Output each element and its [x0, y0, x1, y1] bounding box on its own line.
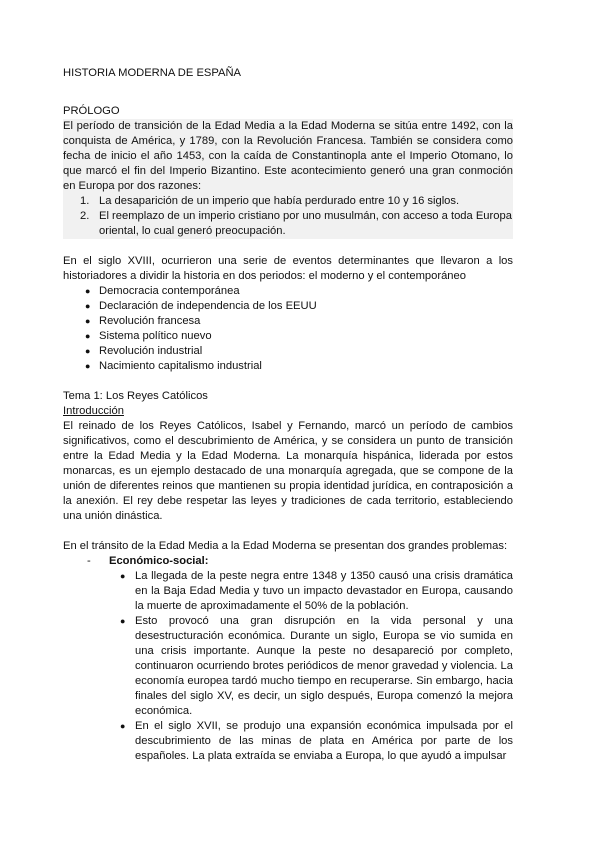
- list-item: [63, 194, 513, 209]
- list-item-text: El reemplazo de un imperio cristiano por uno musulmán, con acceso a toda Europa oriental, lo cual generó preocupación.: [99, 210, 512, 237]
- reasons-list: [63, 194, 513, 239]
- prologue-heading: PRÓLOGO: [63, 105, 120, 117]
- list-number: 1.: [80, 195, 90, 207]
- list-item: ● En el siglo XVII, se produjo una expansión económica impulsada por el descubrimiento de las minas de plata en América por parte de los españoles. La plata extraída se enviaba a Europa, lo que ayudó a impulsar: [120, 720, 513, 762]
- list-item: ● Sistema político nuevo: [85, 330, 212, 342]
- transition-paragraph: En el tránsito de la Edad Media a la Edad Moderna se presentan dos grandes problemas:: [63, 540, 508, 552]
- bullet-icon: ●: [120, 571, 126, 581]
- tema1-subheading: Introducción: [63, 405, 124, 417]
- prologue-highlighted-block: [63, 119, 513, 239]
- list-item: ● Declaración de independencia de los EEUU: [85, 300, 317, 312]
- prologue-intro-paragraph: El período de transición de la Edad Media a la Edad Moderna se sitúa entre 1492, con la conquista de América, y 1789, con la Revolución Francesa. También se considera como fecha de inicio el año 1453, con la caída de Constantinopla ante el Imperio Otomano, lo que marcó el fin del Imperio Bizantino. Este acontecimiento generó una gran conmoción en Europa por dos razones:: [63, 120, 513, 192]
- bullet-icon: ●: [85, 331, 91, 341]
- bullet-icon: ●: [120, 721, 126, 731]
- problem-label: Económico-social:: [109, 555, 209, 567]
- list-item: ● Esto provocó una gran disrupción en la vida personal y una desestructuración económica. Durante un siglo, Europa se vio sumida en una crisis importante. Aunque la peste no desapareció por completo, continuaron ocurriendo brotes periódicos de menor gravedad y violencia. La economía europea tardó mucho tiempo en recuperarse. Sin embargo, hacia finales del siglo XV, es decir, un siglo después, Europa comenzó la mejora económica.: [120, 615, 513, 717]
- prologue-paragraph-2: En el siglo XVIII, ocurrieron una serie de eventos determinantes que llevaron a los historiadores a dividir la historia en dos periodos: el moderno y el contemporáneo: [63, 255, 513, 282]
- problem-points-list: [63, 569, 513, 764]
- tema1-title: Tema 1: Los Reyes Católicos: [63, 390, 208, 402]
- document-title: HISTORIA MODERNA DE ESPAÑA: [63, 67, 242, 79]
- bullet-icon: ●: [85, 286, 91, 296]
- list-item: ● Nacimiento capitalismo industrial: [85, 360, 262, 372]
- problem-item: [63, 554, 513, 569]
- list-item-text: La desaparición de un imperio que había perdurado entre 10 y 16 siglos.: [99, 195, 460, 207]
- bullet-icon: ●: [85, 361, 91, 371]
- bullet-icon: ●: [85, 301, 91, 311]
- document-body: [63, 66, 513, 764]
- list-item: ● Democracia contemporánea: [85, 285, 240, 297]
- list-item: [63, 209, 513, 239]
- bullet-icon: ●: [85, 346, 91, 356]
- bullet-icon: ●: [85, 316, 91, 326]
- list-item: ● Revolución industrial: [85, 345, 203, 357]
- bullet-icon: ●: [120, 616, 126, 626]
- events-list: [63, 284, 513, 374]
- tema1-intro-paragraph: El reinado de los Reyes Católicos, Isabel y Fernando, marcó un período de cambios significativos, como el descubrimiento de América, y se considera un punto de transición entre la Edad Media y la Edad Moderna. La monarquía hispánica, liderada por estos monarcas, es un ejemplo destacado de una monarquía agregada, que se compone de la unión de diferentes reinos que mantienen su propia identidad jurídica, en contraposición a la anexión. El rey debe respetar las leyes y tradiciones de cada territorio, estableciendo una unión dinástica.: [63, 420, 513, 522]
- list-item: ● Revolución francesa: [85, 315, 201, 327]
- list-number: 2.: [80, 210, 90, 222]
- dash-marker: -: [87, 555, 91, 567]
- list-item: ● La llegada de la peste negra entre 1348 y 1350 causó una crisis dramática en la Baja Edad Media y tuvo un impacto devastador en Europa, causando la muerte de aproximadamente el 50% de la población.: [120, 570, 513, 612]
